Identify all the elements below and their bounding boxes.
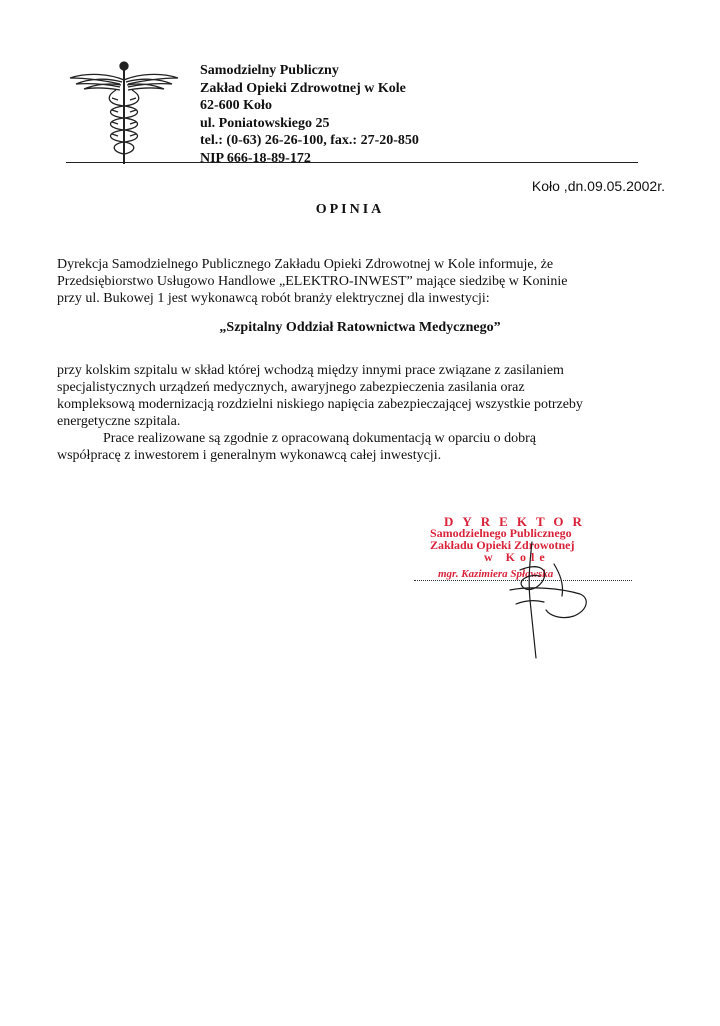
header-divider <box>66 162 638 163</box>
paragraph-2 <box>57 362 583 430</box>
handwritten-signature-icon <box>470 540 610 660</box>
stamp-line: w Kole <box>484 550 550 564</box>
paragraph-line: Prace realizowane są zgodnie z opracowaną dokumentacją w oparciu o dobrą <box>103 431 537 446</box>
paragraph-line: Dyrekcja Samodzielnego Publicznego Zakładu Opieki Zdrowotnej w Kole informuje, że <box>57 257 554 272</box>
paragraph-line: współpracę z inwestorem i generalnym wykonawcą całej inwestycji. <box>57 448 442 463</box>
paragraph-line: Przedsiębiorstwo Usługowo Handlowe „ELEKTRO-INWEST” mające siedzibę w Koninie <box>57 274 568 289</box>
letterhead-line: Samodzielny Publiczny <box>200 63 339 78</box>
document-date: Koło ,dn.09.05.2002r. <box>531 178 665 194</box>
stamp-signatory: mgr. Kazimiera Spławska <box>438 568 554 580</box>
paragraph-line: przy ul. Bukowej 1 jest wykonawcą robót branży elektrycznej dla inwestycji: <box>57 291 490 306</box>
paragraph-line: energetyczne szpitala. <box>57 414 181 429</box>
paragraph-3 <box>57 430 536 464</box>
stamp-line: Samodzielnego Publicznego <box>430 526 572 540</box>
paragraph-line: kompleksową modernizacją rozdzielni niskiego napięcia zabezpieczającej wszystkie potrzeby <box>57 397 583 412</box>
paragraph-1 <box>57 256 567 307</box>
document-title <box>0 202 720 218</box>
letterhead-line: Zakład Opieki Zdrowotnej w Kole <box>200 80 406 96</box>
paragraph-line: przy kolskim szpitalu w skład której wchodzą między innymi prace związane z zasilaniem <box>57 363 564 378</box>
letterhead <box>200 62 419 168</box>
caduceus-icon <box>66 56 182 168</box>
letterhead-line: NIP 666-18-89-172 <box>200 150 311 166</box>
stamp-title: DYREKTOR <box>444 514 591 529</box>
letterhead-line: tel.: (0-63) 26-26-100, fax.: 27-20-850 <box>200 133 419 149</box>
paragraph-line: specjalistycznych urządzeń medycznych, awaryjnego zabezpieczenia zasilania oraz <box>57 380 525 395</box>
document-title-text: OPINIA <box>315 202 385 217</box>
stamp-line: Zakładu Opieki Zdrowotnej <box>430 538 575 552</box>
letterhead-line: ul. Poniatowskiego 25 <box>200 115 330 131</box>
letterhead-line: 62-600 Koło <box>200 98 272 114</box>
investment-subject: „Szpitalny Oddział Ratownictwa Medycznego” <box>219 320 501 335</box>
